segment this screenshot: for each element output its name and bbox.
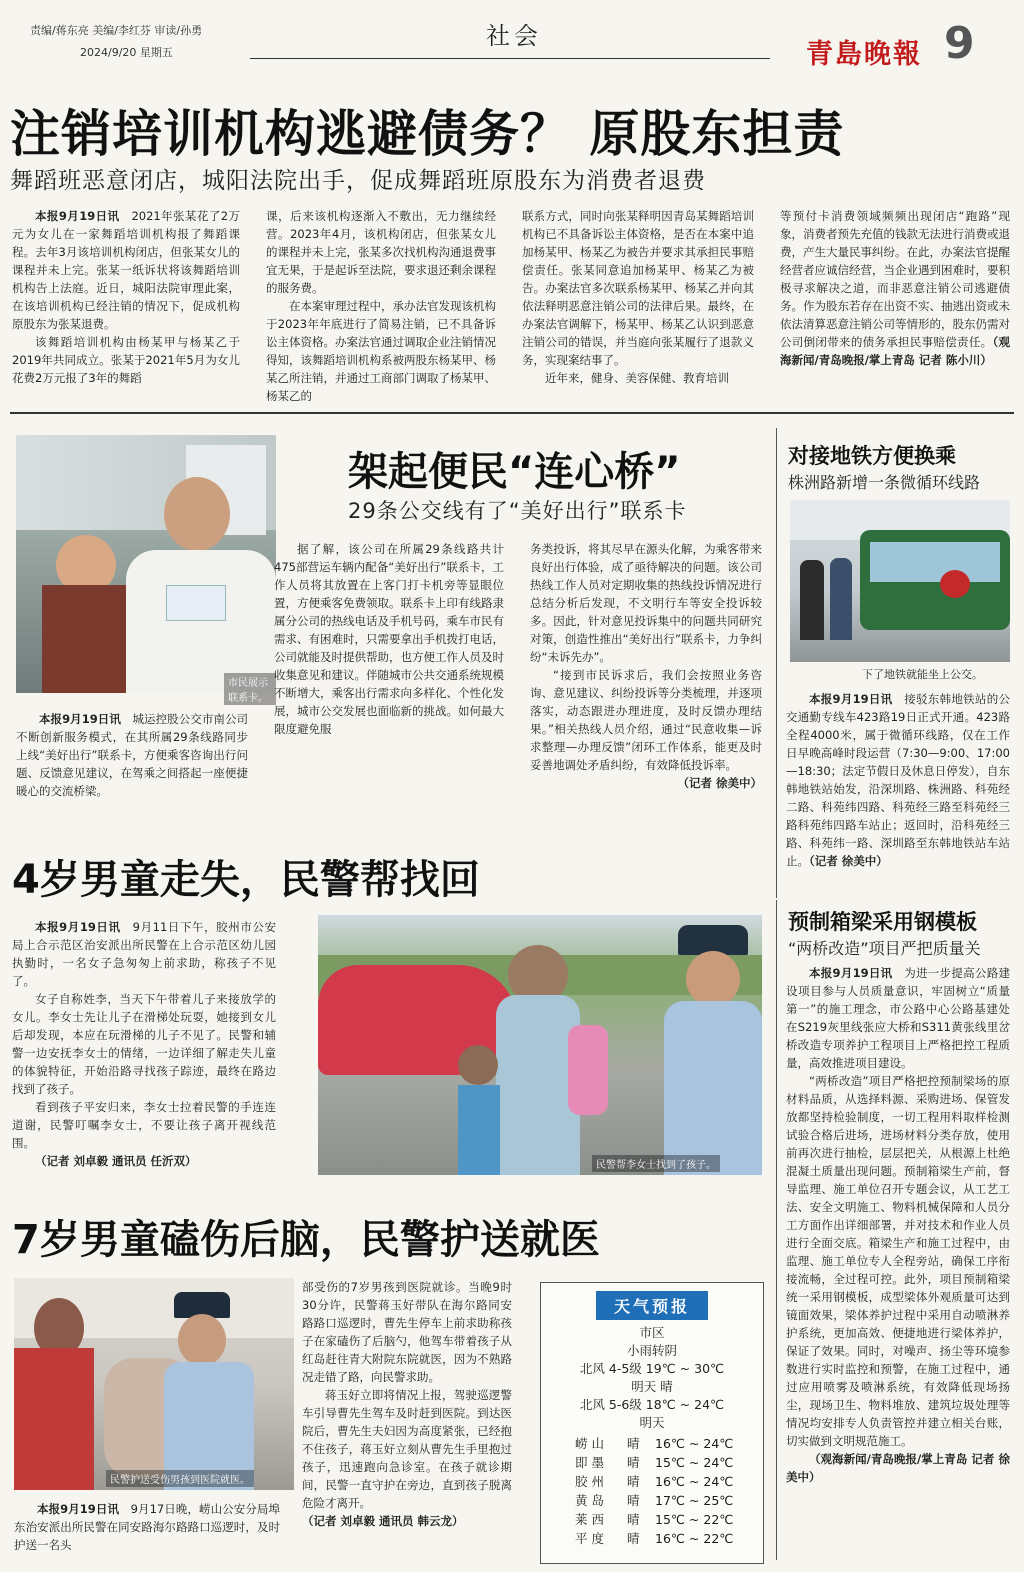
story4-credit: （记者 刘卓毅 通讯员 任沂双） — [35, 1154, 197, 1168]
section-title: 社会 — [486, 22, 542, 50]
weather-district-row: 黄 岛 晴 17℃ ~ 25℃ — [575, 1493, 734, 1508]
weather-tomorrow-districts-label: 明天 — [639, 1415, 665, 1430]
story4-photo-caption: 民警帮李女士找到了孩子。 — [592, 1155, 720, 1172]
story5-text: 为进一步提高公路建设项目参与人员质量意识，牢固树立“质量第一”的施工理念，市公路中心公路基建处在S219灰里线张应大桥和S311黄张线里岔桥改造专项养护工程项目上严格把控工程质量，高效推进项目建设。 — [786, 966, 1010, 1070]
hospital-photo — [14, 1278, 294, 1490]
story5-headline: 预制箱梁采用钢模板 — [788, 910, 977, 934]
masthead-logo: 青島晚報 — [806, 39, 922, 70]
story2-text: 城运控股公交市南公司不断创新服务模式，在其所属29条线路同步上线“美好出行”联系卡，方便乘客咨询出行问题、反馈意见建议，在驾乘之间搭起一座便捷暖心的交流桥梁。 — [16, 712, 249, 798]
story6-text: 部受伤的7岁男孩到医院就诊。当晚9时30分许，民警蒋玉好带队在海尔路同安路路口巡逻时，曹先生停车上前求助称孩子在家磕伤了后脑勺，他驾车带着孩子从红岛赶往青大附院东院就医，因为不熟路况走错了路，向民警求助。 — [302, 1280, 512, 1384]
story4-text: 9月11日下午，胶州市公安局上合示范区治安派出所民警在上合示范区幼儿园执勤时，一名女子急匆匆上前求助，称孩子不见了。 — [12, 920, 277, 988]
story2-subhead: 29条公交线有了“美好出行”联系卡 — [348, 499, 687, 523]
story5-subhead: “两桥改造”项目严把质量关 — [788, 939, 981, 958]
story6-dateline: 本报9月19日讯 — [37, 1502, 120, 1516]
column-divider — [776, 428, 777, 898]
issue-date: 2024/9/20 星期五 — [80, 46, 173, 59]
story4-body — [12, 918, 276, 1174]
weather-district-list — [575, 1434, 763, 1548]
story2-column-3 — [530, 540, 762, 824]
story6-column-2 — [302, 1278, 512, 1562]
story5-body — [786, 964, 1010, 1562]
editor-credits: 责编/蒋东亮 美编/李红芬 审读/孙勇 — [30, 24, 203, 37]
story3-dateline: 本报9月19日讯 — [809, 692, 893, 706]
weather-district-row: 胶 州 晴 16℃ ~ 24℃ — [575, 1474, 734, 1489]
story5-dateline: 本报9月19日讯 — [809, 966, 893, 980]
story1-text: 近年来，健身、美容保健、教育培训 — [545, 371, 729, 385]
story6-headline: 7岁男童磕伤后脑，民警护送就医 — [12, 1217, 600, 1263]
story1-column-3 — [522, 207, 754, 397]
story2-text: 据了解，该公司在所属29条线路共计475部营运车辆内配备“美好出行”联系卡，工作人员将其放置在上客门打卡机旁等显眼位置，方便乘客免费领取。联系卡上印有线路隶属分公司的热线电话及手机号码，乘车市民有需求、有困难时，只需要拿出手机拨打电话，公司就能及时提供帮助，也方便工作人员及时收集意见和建议。伴随城市公共交通系统规模不断增大，乘客出行需求向多样化、个性化发展，城市公交发展也面临新的挑战。如何最大限度避免服 — [274, 542, 504, 736]
story2-column-1 — [16, 710, 248, 820]
story4-dateline: 本报9月19日讯 — [35, 920, 121, 934]
bus-launch-photo — [790, 500, 1010, 662]
story1-credit: （观海新闻/青岛晚报/掌上青岛 记者 陈小川） — [780, 335, 1011, 367]
story1-column-2 — [266, 207, 496, 403]
story4-headline: 4岁男童走失，民警帮找回 — [12, 857, 480, 903]
weather-district-row: 即 墨 晴 15℃ ~ 24℃ — [575, 1455, 734, 1470]
header-rule — [250, 58, 770, 59]
story3-body — [786, 690, 1010, 886]
story6-credit: （记者 刘卓毅 通讯员 韩云龙） — [302, 1514, 464, 1528]
weather-forecast-box — [540, 1282, 764, 1564]
weather-tomorrow: 明天 晴 — [631, 1379, 673, 1394]
lost-child-photo — [318, 915, 762, 1175]
story1-subhead: 舞蹈班恶意闭店，城阳法院出手，促成舞蹈班原股东为消费者退费 — [10, 168, 706, 194]
story1-text: 课，后来该机构逐渐入不敷出，无力继续经营。2023年4月，该机构闭店，但张某女儿的课程并未上完，张某多次找机构沟通退费事宜无果，于是起诉至法院，要求退还剩余课程的服务费。 — [266, 209, 496, 295]
story2-photo-caption: 市民展示联系卡。 — [224, 673, 276, 705]
story1-dateline: 本报9月19日讯 — [35, 209, 120, 223]
story2-credit: （记者 徐美中） — [677, 776, 762, 790]
story3-text: 接驳东韩地铁站的公交通勤专线车423路19日正式开通。423路全程4000米，属于微循环线路，仅在工作日早晚高峰时段运营（7:30—9:00、17:00—18:30；法定节假日及休息日停发），自东韩地铁站始发，沿深圳路、株洲路、科苑经二路、科苑纬四路、科苑经三路至科苑经三路科苑纬四路车站止；返回时，沿科苑经三路、科苑纬一路、深圳路至东韩地铁站车站止。 — [786, 692, 1010, 868]
story2-dateline: 本报9月19日讯 — [39, 712, 121, 726]
story4-text: 看到孩子平安归来，李女士拉着民警的手连连道谢，民警叮嘱李女士，不要让孩子离开视线范围。 — [12, 1100, 276, 1150]
story3-headline: 对接地铁方便换乘 — [788, 444, 956, 468]
story5-credit: （观海新闻/青岛晚报/掌上青岛 记者 徐美中） — [786, 1452, 1010, 1484]
story1-headline: 注销培训机构逃避债务？ 原股东担责 — [10, 105, 845, 163]
weather-district-row: 平 度 晴 16℃ ~ 22℃ — [575, 1531, 734, 1546]
story2-text: 务类投诉，将其尽早在源头化解，为乘客带来良好出行体验，成了亟待解决的问题。该公司热线工作人员对定期收集的热线投诉情况进行总结分析后发现，不文明行车等安全投诉较多。因此，针对意见投诉集中的问题共同研究对策，创造性推出“美好出行”联系卡，力争纠纷“未诉先办”。 — [530, 542, 762, 664]
weather-tomorrow-wind-temp: 北风 5-6级 18℃ ~ 24℃ — [579, 1397, 725, 1412]
column-divider — [776, 900, 777, 1560]
story3-credit: （记者 徐美中） — [809, 854, 888, 868]
weather-today: 小雨转阴 — [626, 1343, 677, 1358]
story6-text: 9月17日晚，崂山公安分局埠东治安派出所民警在同安路海尔路路口巡逻时，及时护送一名头 — [14, 1502, 280, 1552]
story6-column-1 — [14, 1500, 280, 1560]
story3-subhead: 株洲路新增一条微循环线路 — [788, 473, 981, 492]
story5-text: “两桥改造”项目严格把控预制梁场的原材料品质，从选择料源、采购进场、保管发放都坚持检验制度，一切工程用料取样检测试验合格后进场，进场材料分类存放，使用前再次进行抽检，层层把关，从根源上杜绝混凝土质量出现问题。预制箱梁生产前，督导监理、施工单位召开专题会议，从工艺工法、安全文明施工、物料机械保障和人员分工方面作出详细部署，并对技术和作业人员进行全面交底。箱梁生产和施工过程中，由监理、施工单位专人全程旁站，确保工序衔接流畅，全过程可控。此外，项目预制箱梁统一采用钢模板，成型梁体外观质量可达到镜面效果，梁体养护过程中采用自动喷淋养护系统，更加高效、便捷地进行梁体养护，保证了效果。同时，对噪声、扬尘等环境参数进行实时监控和预警，在施工过程中，通过应用喷雾及喷淋系统，有效降低现场扬尘，现场卫生、物料堆放、建筑垃圾处理等情况均安排专人负责管控并建立相关台账，切实做到文明规范施工。 — [786, 1074, 1010, 1448]
page-number: 9 — [944, 18, 975, 69]
story1-column-4 — [780, 207, 1010, 397]
story4-text: 女子自称姓李，当天下午带着儿子来接放学的女儿。李女士先让儿子在滑梯处玩耍，她接到女儿后却发现，本应在玩滑梯的儿子不见了。民警和辅警一边安抚李女士的情绪，一边详细了解走失儿童的体貌特征，开始沿路寻找孩子踪迹，最终在路边找到了孩子。 — [12, 992, 276, 1096]
story1-text: 该舞蹈培训机构由杨某甲与杨某乙于2019年共同成立。张某于2021年5月为女儿花费2万元报了3年的舞蹈 — [12, 335, 240, 385]
story1-text: 在本案审理过程中，承办法官发现该机构于2023年年底进行了简易注销，已不具备诉讼主体资格。办案法官通过调取企业注销情况得知，该舞蹈培训机构系被两股东杨某甲、杨某乙所注销，并通过工商部门调取了杨某甲、杨某乙的 — [266, 299, 496, 403]
story2-column-2 — [274, 540, 504, 824]
story3-photo-caption: 下了地铁就能坐上公交。 — [862, 668, 983, 681]
story1-column-1 — [12, 207, 240, 397]
weather-area: 市区 — [639, 1325, 665, 1340]
weather-district-row: 莱 西 晴 15℃ ~ 22℃ — [575, 1512, 734, 1527]
section-rule — [10, 412, 1014, 414]
story6-text: 蒋玉好立即将情况上报，驾驶巡逻警车引导曹先生驾车及时赶到医院。到达医院后，曹先生夫妇因为高度紧张，已经抱不住孩子，蒋玉好立刻从曹先生手里抱过孩子，迅速跑向急诊室。在孩子就诊期间，民警一直守护在旁边，直到孩子脱离危险才离开。 — [302, 1388, 512, 1510]
weather-title: 天气预报 — [596, 1291, 708, 1320]
story1-text: 联系方式，同时向张某释明因青岛某舞蹈培训机构已不具备诉讼主体资格，是否在本案中追加杨某甲、杨某乙为被告并要求其承担民事赔偿责任。张某同意追加杨某甲、杨某乙为被告。办案法官多次联系杨某甲、杨某乙并向其依法释明恶意注销公司的法律后果。最终，在办案法官调解下，杨某甲、杨某乙认识到恶意注销公司的错误，并当庭向张某履行了退款义务，实现案结事了。 — [522, 209, 754, 367]
story1-text: 等预付卡消费领域频频出现闭店“跑路”现象，消费者预先充值的钱款无法进行消费或退费，产生大量民事纠纷。在此，办案法官提醒经营者应诚信经营，当企业遇到困难时，要积极寻求解决之道，而非恶意注销公司逃避债务。作为股东若存在出资不实、抽逃出资或未依法清算恶意注销公司等情形的，股东仍需对公司倒闭带来的债务承担民事赔偿责任。（观海新闻/青岛晚报/掌上青岛 记者 陈小川） — [780, 209, 1011, 367]
story2-headline: 架起便民“连心桥” — [348, 449, 681, 495]
weather-district-row: 崂 山 晴 16℃ ~ 24℃ — [575, 1436, 734, 1451]
story2-text: “接到市民诉求后，我们会按照业务咨询、意见建议、纠纷投诉等分类梳理，并逐项落实，动态跟进办理进度，及时反馈办理结果。”相关热线人员介绍，通过“民意收集—诉求整理—办理反馈”闭环工作体系，能更及时妥善地调处矛盾纠纷，有效降低投诉率。 — [530, 668, 762, 772]
story6-photo-caption: 民警护送受伤男孩到医院就医。 — [106, 1470, 254, 1487]
story1-text: 2021年张某花了2万元为女儿在一家舞蹈培训机构报了舞蹈课程。去年3月该培训机构闭店，但张某女儿的课程并未上完。张某一纸诉状将该舞蹈培训机构告上法庭。近日，城阳法院审理此案，在该培训机构已经注销的情况下，促成机构原股东为张某退费。 — [12, 209, 241, 331]
weather-today-wind-temp: 北风 4-5级 19℃ ~ 30℃ — [579, 1361, 725, 1376]
bus-card-photo — [16, 435, 276, 704]
